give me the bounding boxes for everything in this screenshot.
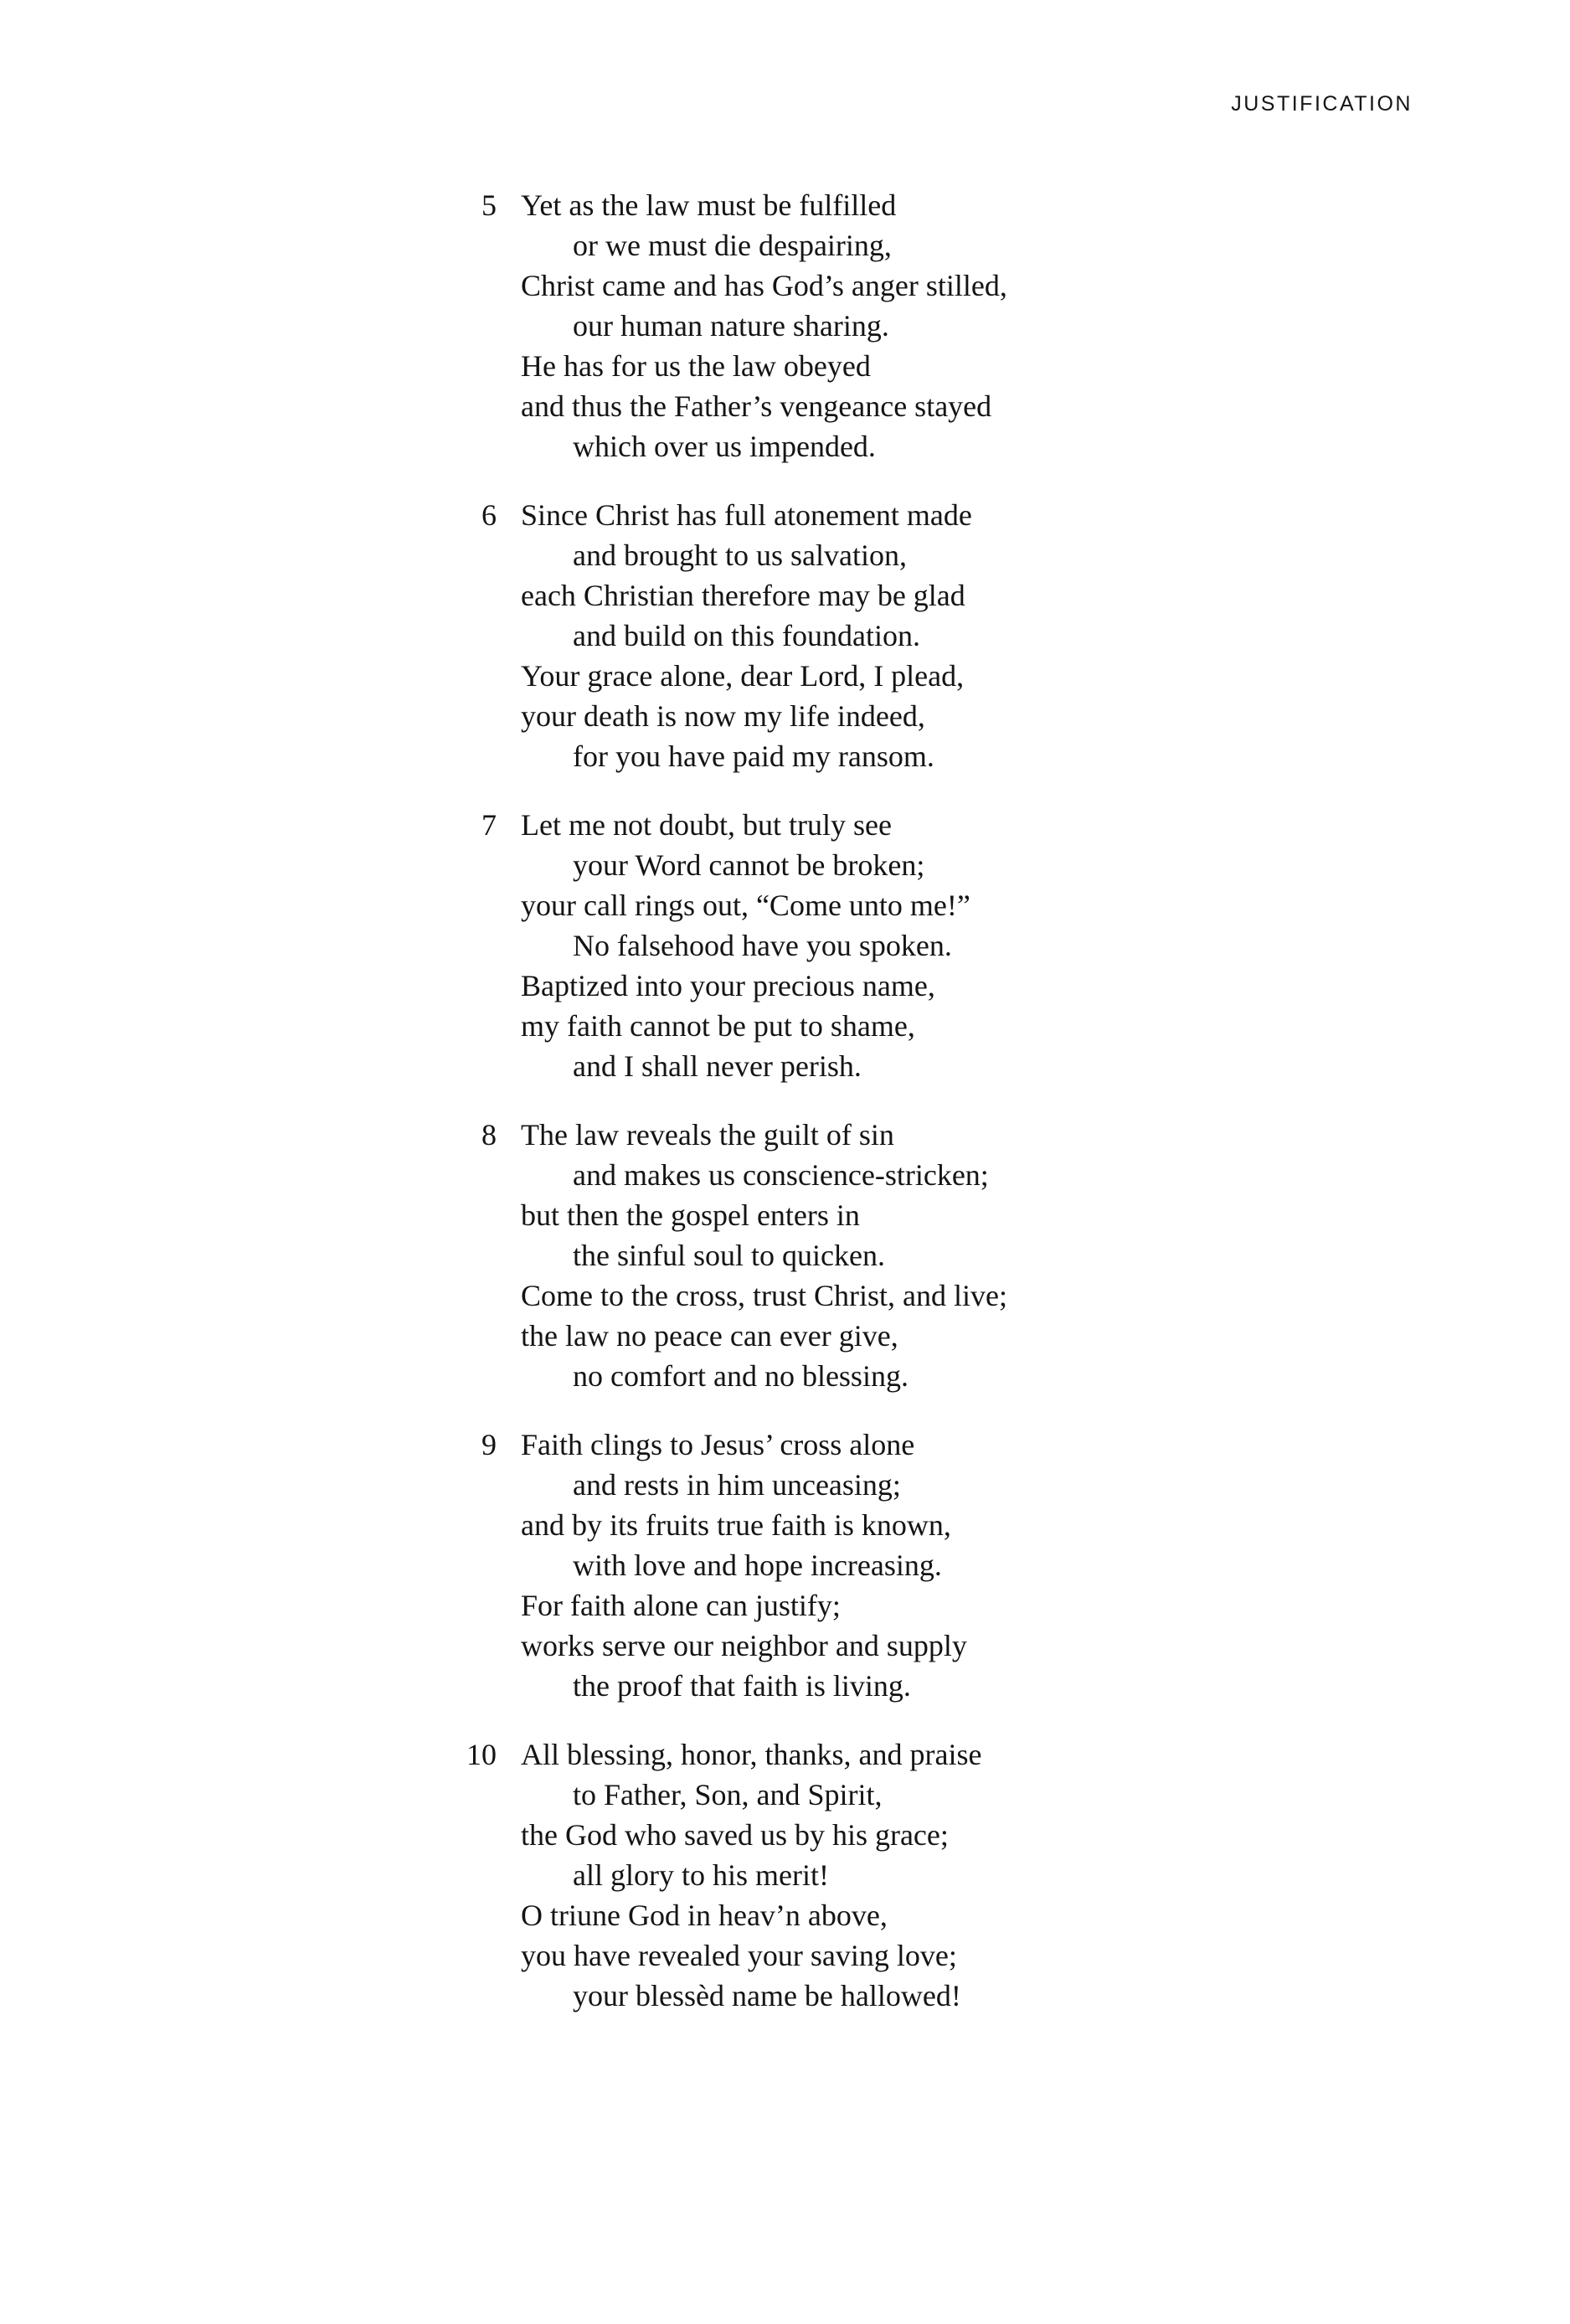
verse-line: and rests in him unceasing; [573, 1468, 901, 1502]
verse-line: the sinful soul to quicken. [573, 1239, 885, 1272]
verse-line: Let me not doubt, but truly see [521, 808, 892, 842]
verse-number: 5 [481, 188, 497, 222]
verse-lines [521, 805, 970, 1086]
verse-line: Christ came and has God’s anger stilled, [521, 269, 1007, 302]
verse-line: the God who saved us by his grace; [521, 1818, 949, 1852]
verse-line: He has for us the law obeyed [521, 349, 871, 383]
verse-line: No falsehood have you spoken. [573, 929, 952, 962]
verse-line: all glory to his merit! [573, 1858, 829, 1892]
verse-line: and brought to us salvation, [573, 538, 907, 572]
verse-number: 8 [481, 1118, 497, 1152]
verse-line: Baptized into your precious name, [521, 969, 935, 1002]
verse-line: but then the gospel enters in [521, 1198, 860, 1232]
verse-line: no comfort and no blessing. [573, 1359, 909, 1393]
verse-line: Your grace alone, dear Lord, I plead, [521, 659, 965, 693]
verse-line: which over us impended. [573, 430, 876, 463]
verse [419, 1115, 1007, 1396]
verse-line: or we must die despairing, [573, 229, 892, 262]
verse-line: The law reveals the guilt of sin [521, 1118, 894, 1152]
verse-line: Faith clings to Jesus’ cross alone [521, 1428, 915, 1461]
hymn-verses [419, 185, 1007, 2044]
verse [419, 805, 1007, 1086]
running-header: JUSTIFICATION [1231, 92, 1413, 116]
verse [419, 495, 1007, 776]
verse-lines [521, 495, 972, 776]
verse-lines [521, 1425, 967, 1706]
verse-line: and thus the Father’s vengeance stayed [521, 389, 992, 423]
verse-number: 9 [481, 1428, 497, 1461]
verse-lines [521, 1115, 1007, 1396]
verse-line: each Christian therefore may be glad [521, 579, 965, 612]
verse [419, 1425, 1007, 1706]
verse [419, 1734, 1007, 2016]
verse [419, 185, 1007, 466]
verse-lines [521, 185, 1007, 466]
verse-number: 7 [481, 808, 497, 842]
verse-line: Since Christ has full atonement made [521, 498, 972, 532]
verse-line: and by its fruits true faith is known, [521, 1508, 951, 1542]
verse-line: my faith cannot be put to shame, [521, 1009, 915, 1043]
verse-line: and I shall never perish. [573, 1049, 862, 1083]
verse-line: the law no peace can ever give, [521, 1319, 898, 1353]
verse-line: the proof that faith is living. [573, 1669, 911, 1703]
verse-line: works serve our neighbor and supply [521, 1629, 967, 1662]
verse-line: with love and hope increasing. [573, 1548, 942, 1582]
verse-line: Come to the cross, trust Christ, and live; [521, 1279, 1007, 1312]
verse-line: for you have paid my ransom. [573, 739, 934, 773]
verse-number: 6 [481, 498, 497, 532]
verse-line: your death is now my life indeed, [521, 699, 925, 733]
verse-line: you have revealed your saving love; [521, 1939, 957, 1972]
verse-line: Yet as the law must be fulfilled [521, 188, 897, 222]
verse-number: 10 [466, 1738, 497, 1771]
verse-line: For faith alone can justify; [521, 1589, 841, 1622]
verse-lines [521, 1734, 981, 2016]
verse-line: our human nature sharing. [573, 309, 889, 343]
verse-line: your call rings out, “Come unto me!” [521, 889, 970, 922]
verse-line: and makes us conscience-stricken; [573, 1158, 989, 1192]
verse-line: All blessing, honor, thanks, and praise [521, 1738, 982, 1771]
verse-line: and build on this foundation. [573, 619, 920, 652]
verse-line: to Father, Son, and Spirit, [573, 1778, 883, 1811]
verse-line: your Word cannot be broken; [573, 848, 925, 882]
verse-line: your blessèd name be hallowed! [573, 1979, 961, 2012]
verse-line: O triune God in heav’n above, [521, 1899, 888, 1932]
